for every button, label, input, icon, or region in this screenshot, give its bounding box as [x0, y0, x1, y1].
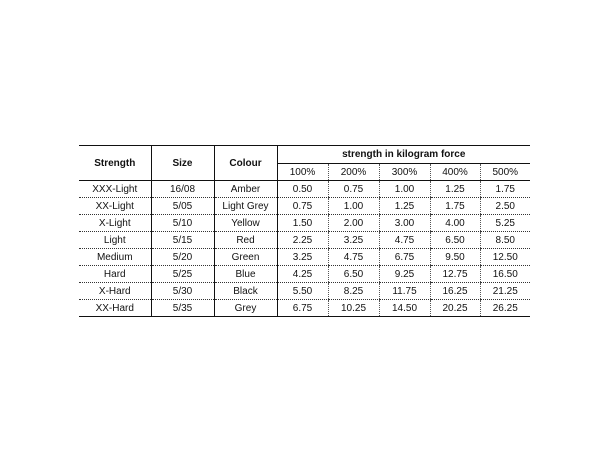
table-row: [79, 215, 530, 232]
cell-value: 6.50: [430, 232, 480, 249]
cell-strength: XX-Light: [79, 198, 151, 215]
cell-value: 4.00: [430, 215, 480, 232]
cell-value: 6.50: [328, 266, 379, 283]
cell-value: 3.25: [277, 249, 328, 266]
cell-value: 6.75: [379, 249, 430, 266]
cell-size: 5/15: [151, 232, 214, 249]
table-row: [79, 232, 530, 249]
cell-value: 16.25: [430, 283, 480, 300]
cell-size: 5/25: [151, 266, 214, 283]
cell-size: 5/20: [151, 249, 214, 266]
cell-value: 12.50: [480, 249, 530, 266]
header-percent: 100%: [277, 164, 328, 181]
cell-value: 3.25: [328, 232, 379, 249]
cell-value: 11.75: [379, 283, 430, 300]
header-strength: Strength: [79, 146, 151, 181]
cell-value: 0.50: [277, 181, 328, 198]
strength-table: [79, 145, 530, 317]
cell-colour: Yellow: [214, 215, 277, 232]
cell-value: 10.25: [328, 300, 379, 317]
header-percent: 200%: [328, 164, 379, 181]
cell-value: 1.25: [430, 181, 480, 198]
cell-colour: Red: [214, 232, 277, 249]
cell-colour: Light Grey: [214, 198, 277, 215]
cell-strength: XXX-Light: [79, 181, 151, 198]
cell-value: 9.50: [430, 249, 480, 266]
cell-size: 16/08: [151, 181, 214, 198]
table-row: [79, 181, 530, 198]
cell-value: 14.50: [379, 300, 430, 317]
cell-value: 0.75: [328, 181, 379, 198]
header-percent: 400%: [430, 164, 480, 181]
cell-value: 1.75: [430, 198, 480, 215]
header-strength-group: strength in kilogram force: [277, 146, 530, 164]
cell-value: 5.50: [277, 283, 328, 300]
table-row: [79, 198, 530, 215]
cell-strength: XX-Hard: [79, 300, 151, 317]
cell-value: 2.50: [480, 198, 530, 215]
cell-colour: Green: [214, 249, 277, 266]
cell-value: 8.25: [328, 283, 379, 300]
cell-strength: Medium: [79, 249, 151, 266]
cell-value: 16.50: [480, 266, 530, 283]
cell-size: 5/05: [151, 198, 214, 215]
cell-value: 1.50: [277, 215, 328, 232]
table-row: [79, 266, 530, 283]
cell-value: 8.50: [480, 232, 530, 249]
cell-value: 26.25: [480, 300, 530, 317]
cell-size: 5/35: [151, 300, 214, 317]
cell-value: 5.25: [480, 215, 530, 232]
cell-colour: Amber: [214, 181, 277, 198]
cell-value: 9.25: [379, 266, 430, 283]
cell-size: 5/30: [151, 283, 214, 300]
cell-strength: Hard: [79, 266, 151, 283]
cell-value: 3.00: [379, 215, 430, 232]
cell-value: 6.75: [277, 300, 328, 317]
cell-colour: Blue: [214, 266, 277, 283]
cell-strength: Light: [79, 232, 151, 249]
cell-value: 1.25: [379, 198, 430, 215]
table-row: [79, 249, 530, 266]
cell-value: 1.00: [328, 198, 379, 215]
cell-value: 0.75: [277, 198, 328, 215]
cell-colour: Black: [214, 283, 277, 300]
table-row: [79, 300, 530, 317]
strength-table-container: [79, 145, 530, 317]
cell-value: 4.75: [328, 249, 379, 266]
cell-strength: X-Light: [79, 215, 151, 232]
cell-size: 5/10: [151, 215, 214, 232]
cell-value: 4.75: [379, 232, 430, 249]
table-row: [79, 283, 530, 300]
cell-value: 1.00: [379, 181, 430, 198]
header-colour: Colour: [214, 146, 277, 181]
cell-value: 2.25: [277, 232, 328, 249]
header-percent: 500%: [480, 164, 530, 181]
cell-value: 4.25: [277, 266, 328, 283]
cell-value: 20.25: [430, 300, 480, 317]
cell-value: 2.00: [328, 215, 379, 232]
cell-value: 12.75: [430, 266, 480, 283]
header-size: Size: [151, 146, 214, 181]
cell-colour: Grey: [214, 300, 277, 317]
cell-strength: X-Hard: [79, 283, 151, 300]
header-percent: 300%: [379, 164, 430, 181]
cell-value: 1.75: [480, 181, 530, 198]
cell-value: 21.25: [480, 283, 530, 300]
